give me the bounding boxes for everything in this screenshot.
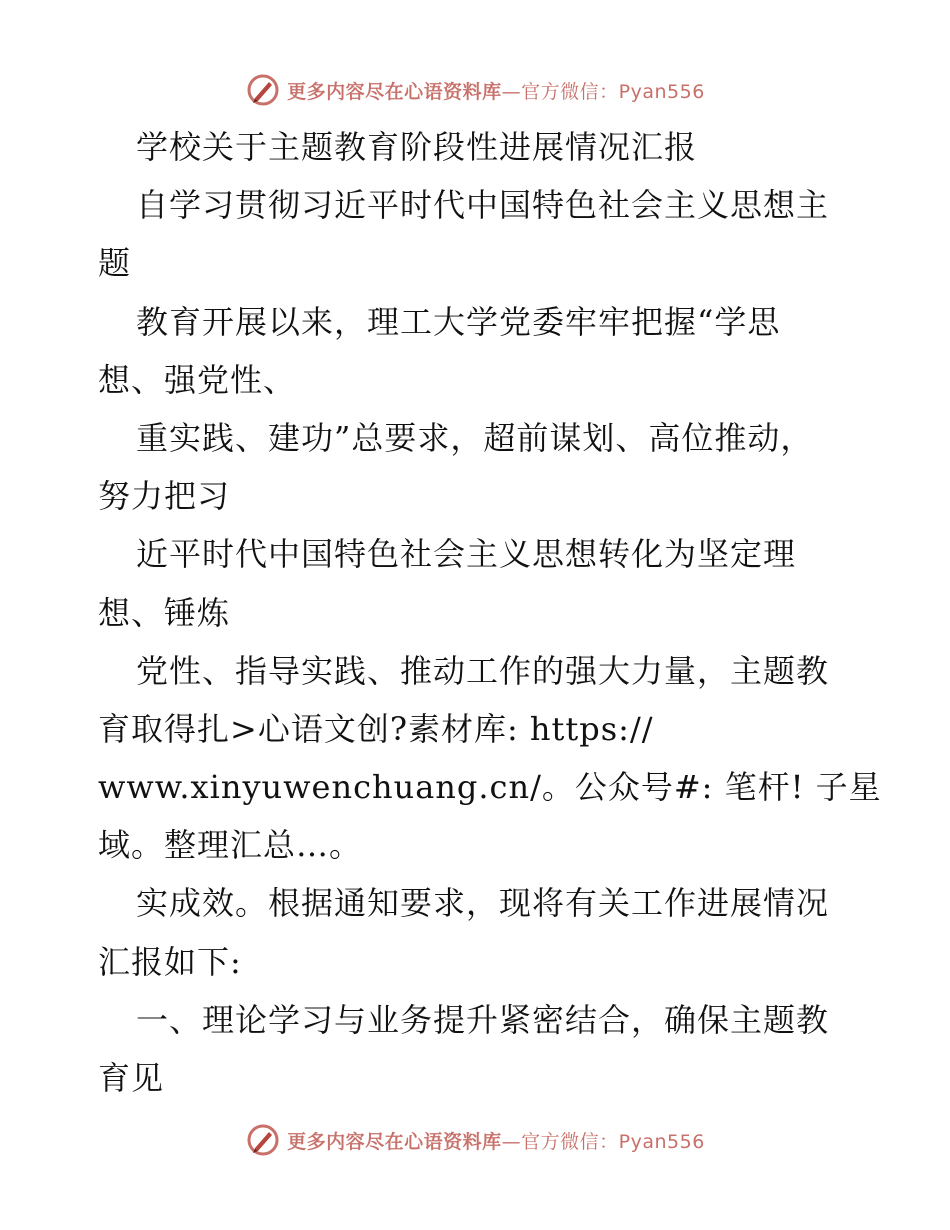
paragraph-line: www.xinyuwenchuang.cn/。公众号#: 笔杆! 子星 [98, 768, 882, 807]
paragraph-line: 努力把习 [98, 477, 231, 516]
section-heading: 一、理论学习与业务提升紧密结合，确保主题教 [136, 1000, 830, 1039]
pen-logo-icon [245, 1122, 281, 1158]
header-banner-sub: —官方微信：Pyan556 [501, 80, 705, 103]
paragraph-line: 实成效。根据通知要求，现将有关工作进展情况 [136, 884, 830, 923]
header-banner [0, 70, 950, 110]
paragraph-line: 想、锤炼 [98, 593, 231, 632]
pen-logo-icon [245, 72, 281, 108]
paragraph-line: 自学习贯彻习近平时代中国特色社会主义思想主 [136, 186, 830, 225]
footer-banner-text [287, 1127, 705, 1154]
footer-banner [0, 1120, 950, 1160]
paragraph-line: 域。整理汇总…。 [98, 826, 363, 865]
paragraph-line: 教育开展以来，理工大学党委牢牢把握“学思 [136, 302, 781, 341]
header-banner-main: 更多内容尽在心语资料库 [287, 80, 502, 103]
document-body [98, 118, 882, 1107]
paragraph-line: 重实践、建功”总要求，超前谋划、高位推动， [136, 418, 814, 457]
footer-banner-main: 更多内容尽在心语资料库 [287, 1130, 502, 1153]
paragraph-line: 近平时代中国特色社会主义思想转化为坚定理 [136, 535, 797, 574]
footer-banner-sub: —官方微信：Pyan556 [501, 1130, 705, 1153]
doc-title: 学校关于主题教育阶段性进展情况汇报 [136, 128, 698, 166]
paragraph-line: 题 [98, 244, 132, 283]
paragraph-line: 汇报如下: [98, 942, 242, 981]
paragraph-line: 育见 [98, 1059, 165, 1097]
header-banner-text [287, 77, 705, 104]
paragraph-line: 育取得扎>心语文创?素材库: https:// [98, 709, 654, 748]
paragraph-line: 想、强党性、 [98, 360, 297, 399]
paragraph-line: 党性、指导实践、推动工作的强大力量，主题教 [136, 651, 830, 690]
